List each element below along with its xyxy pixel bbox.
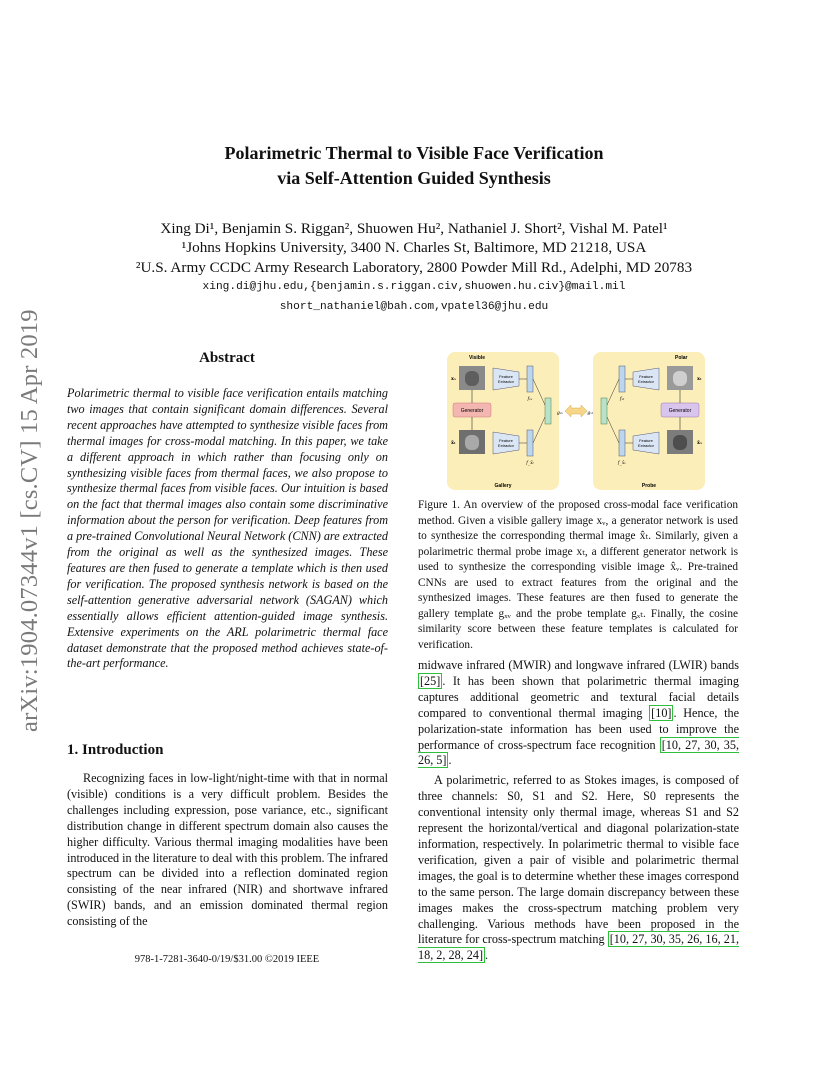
- svg-text:Feature: Feature: [639, 374, 653, 379]
- intro-paragraph-1-continued: midwave infrared (MWIR) and longwave infrared (LWIR) bands [25] . It has been shown that polarimetric thermal imaging captures additional geometric and textural facial details compared to conventional thermal imaging [10] . Hence, the polarization-state information has been used to improve the performance of cross-spectrum face recognition [10, 27, 30, 35, 26, 5] .: [418, 658, 739, 768]
- feature-vector-right-top: [619, 366, 625, 392]
- probe-label: Probe: [641, 483, 657, 489]
- intro-paragraph-1: Recognizing faces in low-light/night-time with that in normal (visible) conditions is a very difficult problem. Besides the challenges including expression, pose variance, etc., significant distribution change in different spectrum domain also causes the higher difficulty. Various thermal imaging modalities have been introduced in the literature to deal with this problem. The infrared spectrum can be divided into a reflection dominated region consisting of the near infrared (NIR) and shortwave infrared (SWIR) bands, and an emission dominated thermal region consisting of the: [67, 771, 388, 929]
- feature-vector-left-top: [527, 366, 533, 392]
- intro-right-column: [418, 658, 739, 964]
- citation-link[interactable]: [10, 27, 30, 35, 26, 5]: [418, 737, 739, 768]
- copyright-footer: 978-1-7281-3640-0/19/$31.00 ©2019 IEEE: [134, 954, 320, 965]
- emails-line-2: short_nathaniel@bah.com,vpatel36@jhu.edu: [279, 301, 549, 313]
- figure-1-caption: Figure 1. An overview of the proposed cross-modal face verification method. Given a visible gallery image xᵥ, a generator network is used to synthesize the corresponding thermal image x̂ₜ. Similarly, given a polarimetric thermal probe image xₜ, a different generator network is used to synthesize the corresponding visible image x̂ᵥ. Pre-trained CNNs are used to extract features from the original and the synthesized images. These features are then fused to generate the gallery template gₓᵥ and the probe template gₓₜ. Finally, the cosine similarity score between these feature templates is calculated for verification.: [418, 499, 738, 651]
- fused-template-left: [545, 398, 551, 424]
- citation-link[interactable]: [25]: [420, 673, 441, 688]
- svg-text:fₓₜ: fₓₜ: [619, 397, 625, 402]
- xt-hat-symbol: x̂ₜ: [451, 440, 456, 446]
- xv-symbol: xᵥ: [451, 376, 457, 382]
- polar-label: Polar: [675, 355, 688, 361]
- author-list: Xing Di¹, Benjamin S. Riggan², Shuowen Hu², Nathaniel J. Short², Vishal M. Patel¹: [160, 220, 668, 237]
- figure-1-diagram: [447, 350, 707, 492]
- arxiv-stamp: arXiv:1904.07344v1 [cs.CV] 15 Apr 2019: [16, 309, 43, 732]
- visible-label: Visible: [469, 355, 486, 361]
- svg-text:Generator: Generator: [668, 408, 692, 414]
- svg-text:gₓᵥ: gₓᵥ: [557, 411, 564, 416]
- svg-text:Generator: Generator: [460, 408, 484, 414]
- svg-text:fₓᵥ: fₓᵥ: [527, 397, 533, 402]
- feature-vector-right-bottom: [619, 430, 625, 456]
- svg-text:Feature: Feature: [499, 374, 513, 379]
- svg-text:f_x̂ᵥ: f_x̂ᵥ: [617, 461, 627, 466]
- paper-title-line2: via Self-Attention Guided Synthesis: [277, 168, 551, 188]
- affiliation-2: ²U.S. Army CCDC Army Research Laboratory, 2800 Powder Mill Rd., Adelphi, MD 20783: [135, 259, 693, 276]
- affiliation-1: ¹Johns Hopkins University, 3400 N. Charles St, Baltimore, MD 21218, USA: [181, 239, 647, 256]
- emails-line-1: xing.di@jhu.edu,{benjamin.s.riggan.civ,shuowen.hu.civ}@mail.mil: [202, 281, 626, 293]
- gallery-label: Gallery: [494, 483, 512, 489]
- svg-text:gₓₜ: gₓₜ: [587, 411, 593, 416]
- paper-title-line1: Polarimetric Thermal to Visible Face Verification: [224, 143, 604, 163]
- xv-hat-symbol: x̂ᵥ: [697, 440, 703, 446]
- feature-vector-left-bottom: [527, 430, 533, 456]
- svg-text:Extractor: Extractor: [637, 443, 655, 448]
- fused-template-right: [601, 398, 607, 424]
- abstract-heading: Abstract: [199, 350, 255, 366]
- svg-text:f_x̂ₜ: f_x̂ₜ: [526, 461, 534, 466]
- svg-text:Extractor: Extractor: [497, 379, 515, 384]
- citation-link[interactable]: [10]: [651, 705, 672, 720]
- svg-text:Feature: Feature: [639, 438, 653, 443]
- svg-text:Extractor: Extractor: [637, 379, 655, 384]
- citation-link[interactable]: [10, 27, 30, 35, 26, 16, 21, 18, 2, 28, 24]: [418, 932, 739, 963]
- svg-text:Extractor: Extractor: [497, 443, 515, 448]
- xt-symbol: xₜ: [697, 376, 702, 382]
- svg-text:Feature: Feature: [499, 438, 513, 443]
- intro-paragraph-2: A polarimetric, referred to as Stokes images, is composed of three channels: S0, S1 and S2. Here, S0 represents the conventional intensity only thermal image, whereas S1 and S2 represent the horizontal/vertical and diagonal polarization-state information, respectively. In polarimetric thermal to visible face verification, given a pair of visible and polarimetric thermal images, the goal is to determine whether these images correspond to the same person. The large domain discrepancy between these images makes the cross-spectrum matching problem very challenging. Various methods have been proposed in the literature for cross-spectrum matching [10, 27, 30, 35, 26, 16, 21, 18, 2, 28, 24] .: [418, 773, 739, 963]
- introduction-heading: 1. Introduction: [67, 742, 164, 758]
- similarity-double-arrow: [565, 405, 587, 417]
- abstract-text: Polarimetric thermal to visible face verification entails matching two images that contain significant domain differences. Several recent approaches have attempted to synthesize visible faces from thermal images for cross-modal matching. In this paper, we take a different approach in which rather than focusing only on synthesizing visible faces from thermal faces, we also propose to synthesize thermal faces from visible faces. Our intuition is based on the fact that thermal images also contain some discriminative information about the person for verification. Deep features from a pre-trained Convolutional Neural Network (CNN) are extracted from the original as well as the synthesized images. These features are then fused to generate a template which is then used for verification. The proposed synthesis network is based on the self-attention generative adversarial network (SAGAN) which essentially allows efficient attention-guided image synthesis. Extensive experiments on the ARL polarimetric thermal face dataset demonstrate that the proposed method achieves state-of-the-art performance.: [67, 386, 389, 671]
